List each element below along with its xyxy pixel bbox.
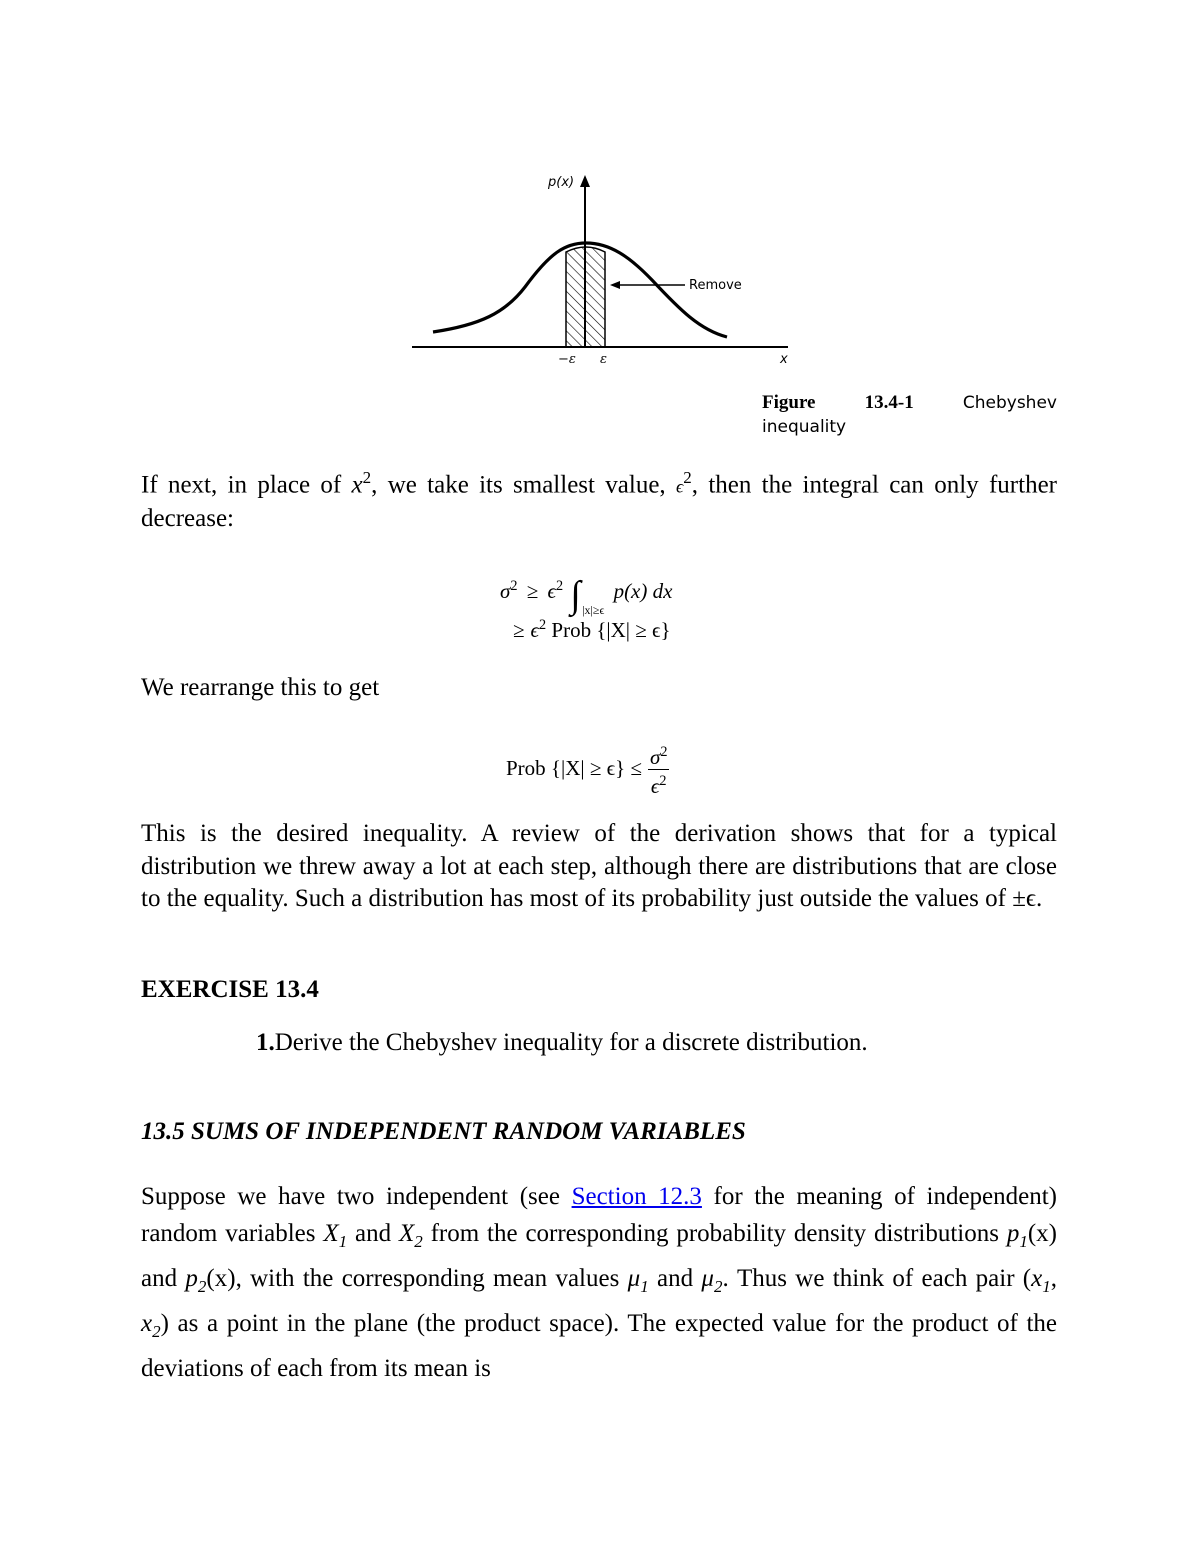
integral-sign: ∫ — [570, 574, 581, 616]
tick-pos-epsilon: ε — [600, 352, 607, 367]
caption-text-1: Chebyshev — [962, 393, 1057, 413]
chebyshev-figure — [400, 165, 820, 375]
figure-caption — [762, 391, 1062, 439]
integral-subscript: |x|≥ϵ — [582, 603, 605, 617]
paragraph-1: If next, in place of $x^2$, we take its smallest value, $\epsilon^2$, then the integral can only further decrease: — [141, 468, 1057, 532]
caption-number: 13.4-1 — [864, 392, 914, 413]
section-heading: 13.5 SUMS OF INDEPENDENT RANDOM VARIABLES — [141, 1118, 746, 1145]
caption-text-2: inequality — [762, 417, 847, 437]
fraction: $\frac{\sigma^2}{\epsilon^2}$ — [648, 740, 670, 797]
paragraph-4: Suppose we have two independent (see Section 12.3 for the meaning of independent) random variables $X_1$ and $X_2$ from the corresponding probability density distributions $p_1(x)$ and $p_2(x)$, with the corresponding mean values $\mu_1$ and $\mu_2$. Thus we think of each pair ($x_1$, $x_2$) as a point in the plane (the product space). The expected value for the product of the deviations of each from its mean is — [141, 1183, 1058, 1382]
tick-neg-epsilon: −ε — [558, 352, 576, 367]
paragraph-2: We rearrange this to get — [141, 674, 380, 701]
section-12-3-link[interactable]: Section 12.3 — [571, 1183, 702, 1210]
equation-1-line-2: ≥ $\epsilon^2$ Prob {|X| ≥ ϵ} — [513, 617, 671, 642]
exercise-item: 1.Derive the Chebyshev inequality for a discrete distribution. — [256, 1029, 868, 1056]
equation-1-line-1: $\sigma^2 \ge \epsilon^2$ ∫ $_{|x|\ge\epsilon}$ p(x) dx — [500, 574, 673, 617]
exercise-heading: EXERCISE 13.4 — [141, 976, 319, 1003]
remove-arrowhead — [610, 281, 620, 289]
x-axis-label: x — [780, 352, 788, 367]
remove-label: Remove — [689, 278, 742, 293]
equation-2: Prob {|X| ≥ ϵ} ≤ $\frac{\sigma^2}{\epsilon^2}$ — [506, 740, 669, 797]
paragraph-3: This is the desired inequality. A review of the derivation shows that for a typical distribution we threw away a lot at each step, although there are distributions that are close to the equality. Such a distribution has most of its probability just outside the values of ±ϵ. — [141, 820, 1057, 912]
y-axis-arrow — [580, 175, 590, 187]
y-axis-label: p(x) — [548, 175, 575, 190]
caption-label: Figure — [762, 392, 816, 413]
